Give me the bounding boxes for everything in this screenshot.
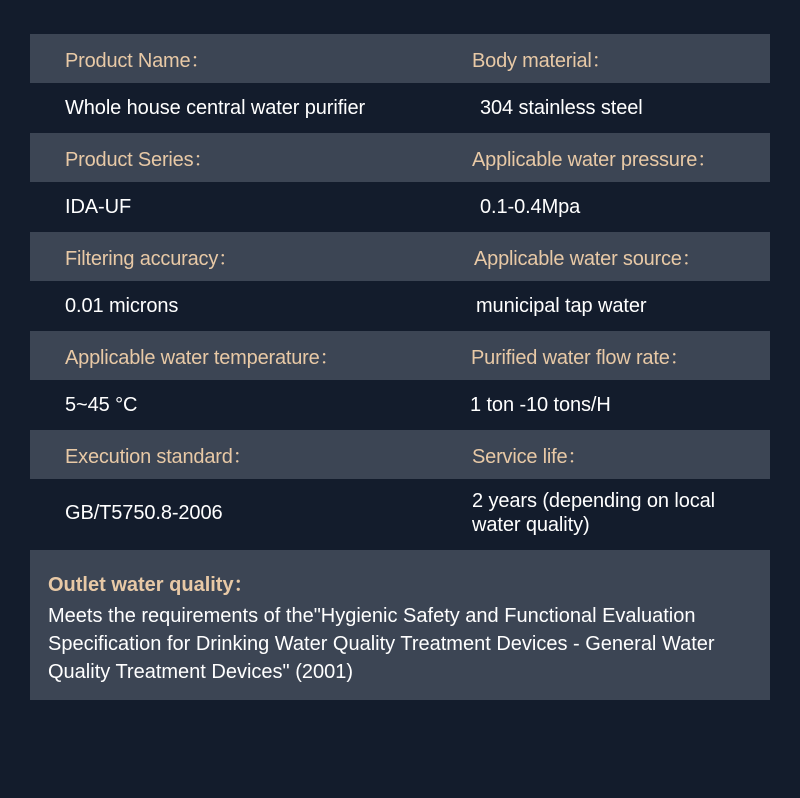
flow-rate-value: 1 ton -10 tons/H [470,393,611,416]
water-source-value: municipal tap water [476,294,647,317]
water-temperature-value: 5~45 °C [65,393,138,416]
product-name-value: Whole house central water purifier [65,96,366,119]
spec-label-row [30,232,770,281]
water-source-label: Applicable water source： [474,248,702,270]
service-life-value: 2 years (depending on local water quality) [472,490,716,536]
spec-label-row [30,34,770,83]
water-pressure-value: 0.1-0.4Mpa [480,195,581,218]
product-series-label: Product Series： [65,149,214,171]
spec-value-row [30,83,770,133]
spec-table [30,34,770,547]
water-pressure-label: Applicable water pressure： [472,149,717,171]
spec-label-row [30,430,770,479]
body-material-value: 304 stainless steel [480,96,643,119]
spec-value-row [30,281,770,331]
execution-standard-value: GB/T5750.8-2006 [65,501,223,524]
flow-rate-label: Purified water flow rate： [471,347,690,369]
spec-value-row [30,380,770,430]
spec-value-row [30,182,770,232]
spec-value-row [30,479,770,547]
filtering-accuracy-value: 0.01 microns [65,294,179,317]
water-temperature-label: Applicable water temperature： [65,347,340,369]
outlet-water-quality-text: Meets the requirements of the"Hygienic Safety and Functional Evaluation Specification for Drinking Water Quality Treatment Devices - General Water Quality Treatment Devices" (2001) [48,605,715,683]
service-life-label: Service life： [472,446,588,468]
body-material-label: Body material： [472,50,612,72]
spec-label-row [30,331,770,380]
execution-standard-label: Execution standard： [65,446,253,468]
filtering-accuracy-label: Filtering accuracy： [65,248,238,270]
outlet-water-quality-box [30,550,770,700]
product-name-label: Product Name： [65,50,211,72]
spec-label-row [30,133,770,182]
product-series-value: IDA-UF [65,195,132,218]
outlet-water-quality-title: Outlet water quality： [48,574,254,596]
